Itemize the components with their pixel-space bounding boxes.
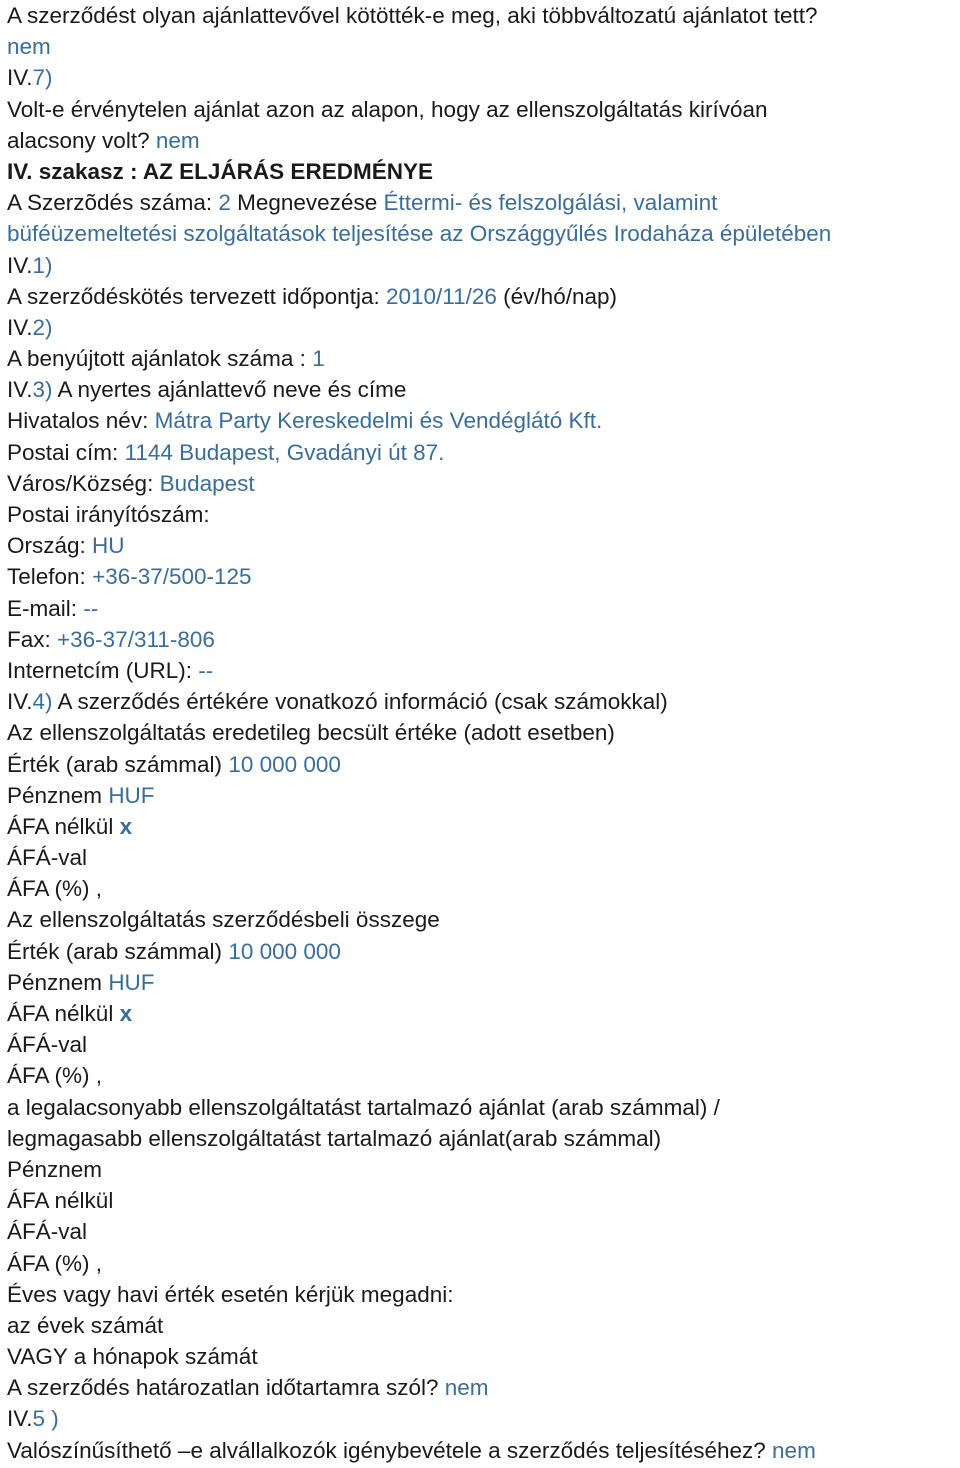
document-line	[7, 156, 960, 187]
field-value: HUF	[108, 969, 155, 995]
document-line	[7, 530, 960, 561]
field-label: IV.	[7, 689, 33, 715]
document-line	[7, 499, 960, 530]
field-label: ÁFA nélkül	[7, 813, 120, 839]
document-line	[7, 1341, 960, 1372]
field-label: ÁFÁ-val	[7, 1219, 88, 1245]
field-label: ÁFÁ-val	[7, 1032, 88, 1058]
field-label: A szerződés határozatlan időtartamra szól?	[7, 1375, 445, 1401]
document-line	[7, 873, 960, 904]
field-value: Budapest	[159, 470, 255, 496]
document-line	[7, 998, 960, 1029]
document-line	[7, 967, 960, 998]
document-line	[7, 561, 960, 592]
document-line	[7, 749, 960, 780]
field-label: Postai irányítószám:	[7, 502, 210, 527]
field-value: nem	[155, 127, 200, 153]
field-label: ÁFA (%) ,	[7, 1250, 103, 1276]
document-line	[7, 842, 960, 873]
field-label: Telefon:	[7, 564, 93, 590]
field-label: IV.	[7, 377, 33, 403]
document-line	[7, 936, 960, 967]
field-value: 5 )	[32, 1406, 59, 1432]
field-label: Pénznem	[7, 969, 109, 995]
field-value: HU	[92, 533, 125, 559]
document-line	[7, 1123, 960, 1154]
document-line	[7, 62, 960, 93]
document-line	[7, 94, 960, 125]
field-label: Város/Község:	[7, 470, 160, 496]
field-value: x	[119, 813, 133, 839]
field-label: A Szerzõdés száma:	[7, 190, 219, 216]
field-value: HUF	[108, 782, 155, 808]
field-value: --	[198, 657, 214, 683]
field-label: Éves vagy havi érték esetén kérjük megadni:	[7, 1281, 454, 1307]
field-label: ÁFA (%) ,	[7, 1063, 103, 1089]
field-value: 3)	[32, 377, 53, 403]
document-line	[7, 374, 960, 405]
field-label: Postai cím:	[7, 439, 125, 465]
document-line	[7, 1029, 960, 1060]
field-label: E-mail:	[7, 595, 84, 621]
field-value: Mátra Party Kereskedelmi és Vendéglátó Kft.	[154, 408, 603, 434]
document-line	[7, 405, 960, 436]
field-label: alacsony volt?	[7, 127, 156, 153]
document-line	[7, 1154, 960, 1185]
field-value: x	[119, 1001, 133, 1026]
field-label: Az ellenszolgáltatás eredetileg becsült értéke (adott esetben)	[7, 720, 615, 746]
document-line	[7, 624, 960, 655]
document-line	[7, 343, 960, 374]
field-label: Valószínűsíthető –e alvállalkozók igénybevétele a szerződés teljesítéséhez?	[7, 1437, 773, 1463]
field-label: A szerződéskötés tervezett időpontja:	[7, 283, 386, 309]
field-label: IV.	[7, 252, 33, 278]
field-value: +36-37/500-125	[92, 564, 252, 590]
field-label: A szerződést olyan ajánlattevővel kötötték-e meg, aki többváltozatú ajánlatot tett?	[7, 3, 818, 28]
field-label: Megnevezése	[230, 190, 384, 216]
field-label: ÁFA nélkül	[7, 1001, 120, 1026]
document-line	[7, 593, 960, 624]
field-label: Pénznem	[7, 782, 109, 808]
document-line	[7, 281, 960, 312]
field-label: a legalacsonyabb ellenszolgáltatást tartalmazó ajánlat (arab számmal) /	[7, 1094, 720, 1120]
document-line	[7, 686, 960, 717]
field-value: büféüzemeltetési szolgáltatások teljesítése az Országgyűlés Irodaháza épületében	[7, 221, 832, 247]
document-line	[7, 125, 960, 156]
document-line	[7, 1279, 960, 1310]
document-line	[7, 811, 960, 842]
field-label: Internetcím (URL):	[7, 657, 199, 683]
field-value: 10 000 000	[228, 751, 341, 777]
field-label: (év/hó/nap)	[496, 283, 617, 309]
field-label: Pénznem	[7, 1156, 103, 1182]
field-label: ÁFÁ-val	[7, 845, 88, 871]
field-value: 1144 Budapest, Gvadányi út 87.	[124, 439, 445, 465]
field-value: nem	[7, 34, 51, 60]
document-line	[7, 0, 960, 31]
document-line	[7, 1185, 960, 1216]
document-line	[7, 1216, 960, 1247]
document-line	[7, 437, 960, 468]
field-label: Ország:	[7, 533, 93, 559]
field-label: Érték (arab számmal)	[7, 751, 229, 777]
document-line	[7, 312, 960, 343]
field-value: 1)	[32, 252, 53, 278]
document-line	[7, 904, 960, 935]
document-line	[7, 655, 960, 686]
document-line	[7, 218, 960, 249]
document-line	[7, 780, 960, 811]
field-label: ÁFA (%) ,	[7, 876, 103, 902]
field-value: nem	[444, 1375, 489, 1401]
document-line	[7, 1372, 960, 1403]
document-line	[7, 250, 960, 281]
field-label: IV. szakasz : AZ ELJÁRÁS EREDMÉNYE	[7, 158, 433, 184]
field-label: A szerződés értékére vonatkozó információ (csak számokkal)	[52, 689, 668, 715]
field-value: 2	[218, 190, 231, 216]
document-line	[7, 717, 960, 748]
field-label: IV.	[7, 314, 33, 340]
field-label: legmagasabb ellenszolgáltatást tartalmazó ajánlat(arab számmal)	[7, 1125, 662, 1151]
field-value: 4)	[32, 689, 53, 715]
field-value: Éttermi- és felszolgálási, valamint	[383, 190, 718, 216]
field-label: Érték (arab számmal)	[7, 938, 229, 964]
field-label: A nyertes ajánlattevő neve és címe	[52, 377, 407, 403]
field-label: Fax:	[7, 626, 58, 652]
document-line	[7, 1435, 960, 1466]
document-line	[7, 468, 960, 499]
field-value: 7)	[32, 65, 53, 91]
document-line	[7, 1310, 960, 1341]
field-label: ÁFA nélkül	[7, 1188, 114, 1214]
field-label: Volt-e érvénytelen ajánlat azon az alapon, hogy az ellenszolgáltatás kirívóan	[7, 96, 768, 122]
document-line	[7, 31, 960, 62]
field-label: Hivatalos név:	[7, 408, 155, 434]
field-label: IV.	[7, 1406, 33, 1432]
document-line	[7, 187, 960, 218]
field-value: 2010/11/26	[385, 283, 497, 309]
field-label: IV.	[7, 65, 33, 91]
field-label: az évek számát	[7, 1312, 164, 1338]
field-value: 1	[312, 346, 325, 372]
field-value: nem	[772, 1437, 816, 1463]
field-label: A benyújtott ajánlatok száma :	[7, 346, 313, 372]
document-line	[7, 1092, 960, 1123]
field-value: +36-37/311-806	[57, 626, 215, 652]
field-value: 10 000 000	[228, 938, 341, 964]
document-line	[7, 1060, 960, 1091]
document-line	[7, 1403, 960, 1434]
document-line	[7, 1248, 960, 1279]
field-value: 2)	[32, 314, 53, 340]
field-label: VAGY a hónapok számát	[7, 1344, 258, 1370]
field-label: Az ellenszolgáltatás szerződésbeli összege	[7, 907, 440, 933]
field-value: --	[83, 595, 99, 621]
